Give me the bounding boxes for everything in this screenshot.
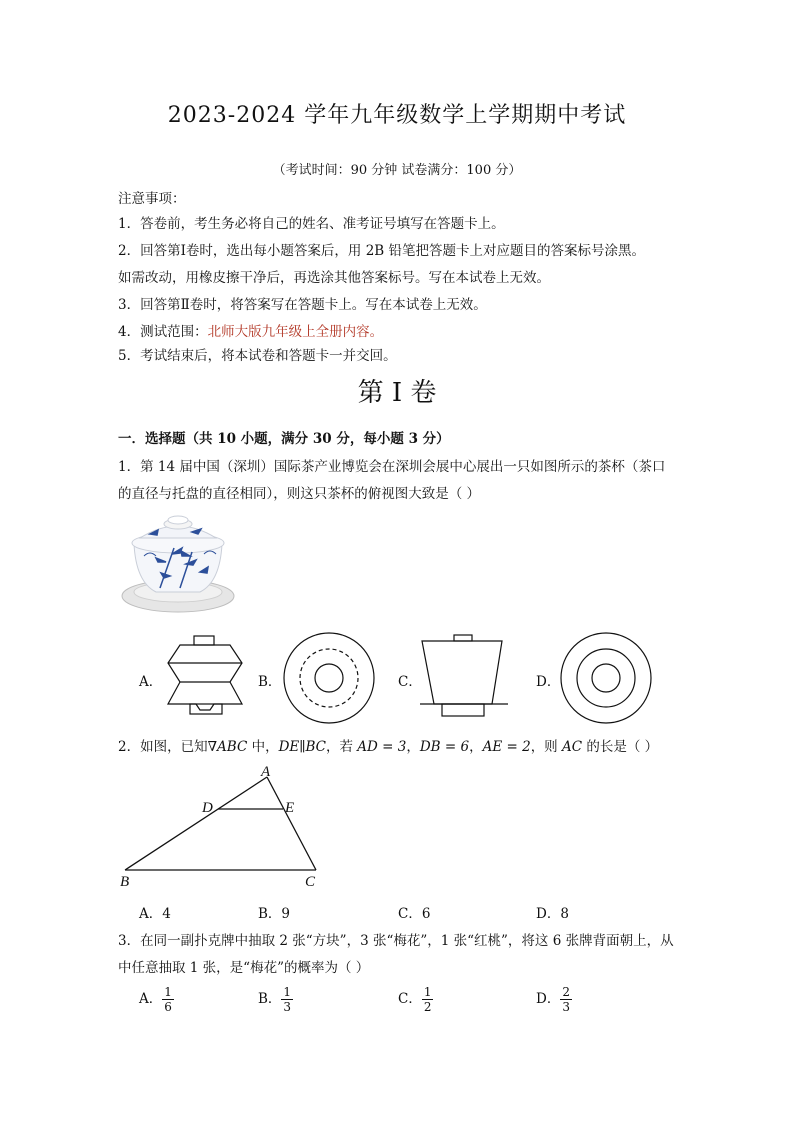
denominator: 2 xyxy=(423,1000,432,1014)
note-item: 3．回答第Ⅱ卷时，将答案写在答题卡上。写在本试卷上无效。 xyxy=(118,297,487,313)
denominator: 6 xyxy=(164,1000,172,1014)
option-value: 4 xyxy=(162,906,171,922)
q2-text-part: ，若 xyxy=(326,739,358,755)
numerator: 1 xyxy=(283,985,292,999)
q2-triangle: ∇ABC xyxy=(207,739,248,755)
q3-option-d[interactable] xyxy=(536,985,572,1014)
q1-option-b-label[interactable]: B． xyxy=(258,674,282,690)
q2-text-part: ，则 xyxy=(530,739,562,755)
q2-ac: AC xyxy=(561,739,583,755)
fraction xyxy=(560,985,572,1014)
note-item-4-scope: 北师大版九年级上全册内容。 xyxy=(207,324,384,340)
note-item: 如需改动，用橡皮擦干净后，再选涂其他答案标号。写在本试卷上无效。 xyxy=(118,270,550,286)
note-item: 5．考试结束后，将本试卷和答题卡一并交回。 xyxy=(118,348,397,364)
numerator: 1 xyxy=(423,985,432,999)
exam-title: 2023-2024 学年九年级数学上学期期中考试 xyxy=(167,103,627,128)
option-label: C． xyxy=(398,991,422,1007)
q2-suffix: 的长是（ ） xyxy=(582,739,659,755)
numerator: 2 xyxy=(562,985,570,999)
q3-text: 3．在同一副扑克牌中抽取 2 张“方块”，3 张“梅花”，1 张“红桃”，将这 6 张牌背面朝上，从 xyxy=(118,933,674,949)
note-item-4 xyxy=(118,320,383,340)
option-label: A． xyxy=(139,991,163,1007)
denominator: 3 xyxy=(562,1000,570,1014)
q2-option-b[interactable] xyxy=(258,902,290,922)
option-value: 6 xyxy=(421,906,431,922)
note-item: 2．回答第Ⅰ卷时，选出每小题答案后，用 2B 铅笔把答题卡上对应题目的答案标号涂黑。 xyxy=(118,243,646,259)
q1-option-b-figure xyxy=(281,630,377,726)
note-item-4-prefix: 4．测试范围： xyxy=(118,324,208,340)
q2-parallel: DE∥BC xyxy=(278,739,326,755)
q3-text: 中任意抽取 1 张，是“梅花”的概率为（ ） xyxy=(118,960,370,976)
vertex-label-c: C xyxy=(305,874,316,890)
option-label: A． xyxy=(139,906,163,922)
q2-text-part: 中， xyxy=(247,739,279,755)
denominator: 3 xyxy=(283,1000,292,1014)
q1-option-a-figure xyxy=(160,632,260,722)
q2-db: DB = 6 xyxy=(419,739,470,755)
q1-option-c-figure xyxy=(418,632,528,722)
option-label: B． xyxy=(258,991,282,1007)
fraction xyxy=(162,985,174,1014)
q3-option-b[interactable] xyxy=(258,985,293,1014)
option-label: C． xyxy=(398,906,422,922)
q2-prefix: 2．如图，已知 xyxy=(118,739,208,755)
fraction xyxy=(281,985,293,1014)
note-item: 1．答卷前，考生务必将自己的姓名、准考证号填写在答题卡上。 xyxy=(118,216,505,232)
q2-option-c[interactable] xyxy=(398,902,430,922)
q2-option-a[interactable] xyxy=(139,902,171,922)
vertex-label-d: D xyxy=(202,800,213,816)
option-value: 8 xyxy=(560,906,569,922)
q1-option-c-label[interactable]: C． xyxy=(398,674,422,690)
option-value: 9 xyxy=(281,906,291,922)
q2-triangle-figure xyxy=(115,762,335,892)
numerator: 1 xyxy=(164,985,172,999)
q1-option-d-figure xyxy=(558,630,654,726)
q1-option-d-label[interactable]: D． xyxy=(536,674,561,690)
volume-title: 第 I 卷 xyxy=(357,378,437,408)
vertex-label-a: A xyxy=(261,764,271,780)
section-heading: 一．选择题（共 10 小题，满分 30 分，每小题 3 分） xyxy=(118,431,450,447)
teacup-photo xyxy=(120,512,240,622)
q2-ad: AD = 3 xyxy=(357,739,407,755)
q1-option-a-label[interactable]: A． xyxy=(139,674,163,690)
fraction xyxy=(422,985,434,1014)
q2-ae: AE = 2 xyxy=(482,739,531,755)
q2-option-d[interactable] xyxy=(536,902,569,922)
notes-heading: 注意事项： xyxy=(118,191,186,207)
q3-option-c[interactable] xyxy=(398,985,433,1014)
q2-text: 2．如图，已知∇ABC 中，DE∥BC，若 AD = 3，DB = 6，AE = 2，则 AC 的长是（ ） xyxy=(118,739,659,755)
q3-option-a[interactable] xyxy=(139,985,174,1014)
q1-text: 的直径与托盘的直径相同），则这只茶杯的俯视图大致是（ ） xyxy=(118,486,481,502)
vertex-label-e: E xyxy=(285,800,295,816)
option-label: B． xyxy=(258,906,282,922)
q1-text: 1．第 14 届中国（深圳）国际茶产业博览会在深圳会展中心展出一只如图所示的茶杯（茶口 xyxy=(118,459,666,475)
exam-subtitle: （考试时间：90 分钟 试卷满分：100 分） xyxy=(272,163,522,178)
option-label: D． xyxy=(536,906,561,922)
option-label: D． xyxy=(536,991,561,1007)
vertex-label-b: B xyxy=(120,874,130,890)
